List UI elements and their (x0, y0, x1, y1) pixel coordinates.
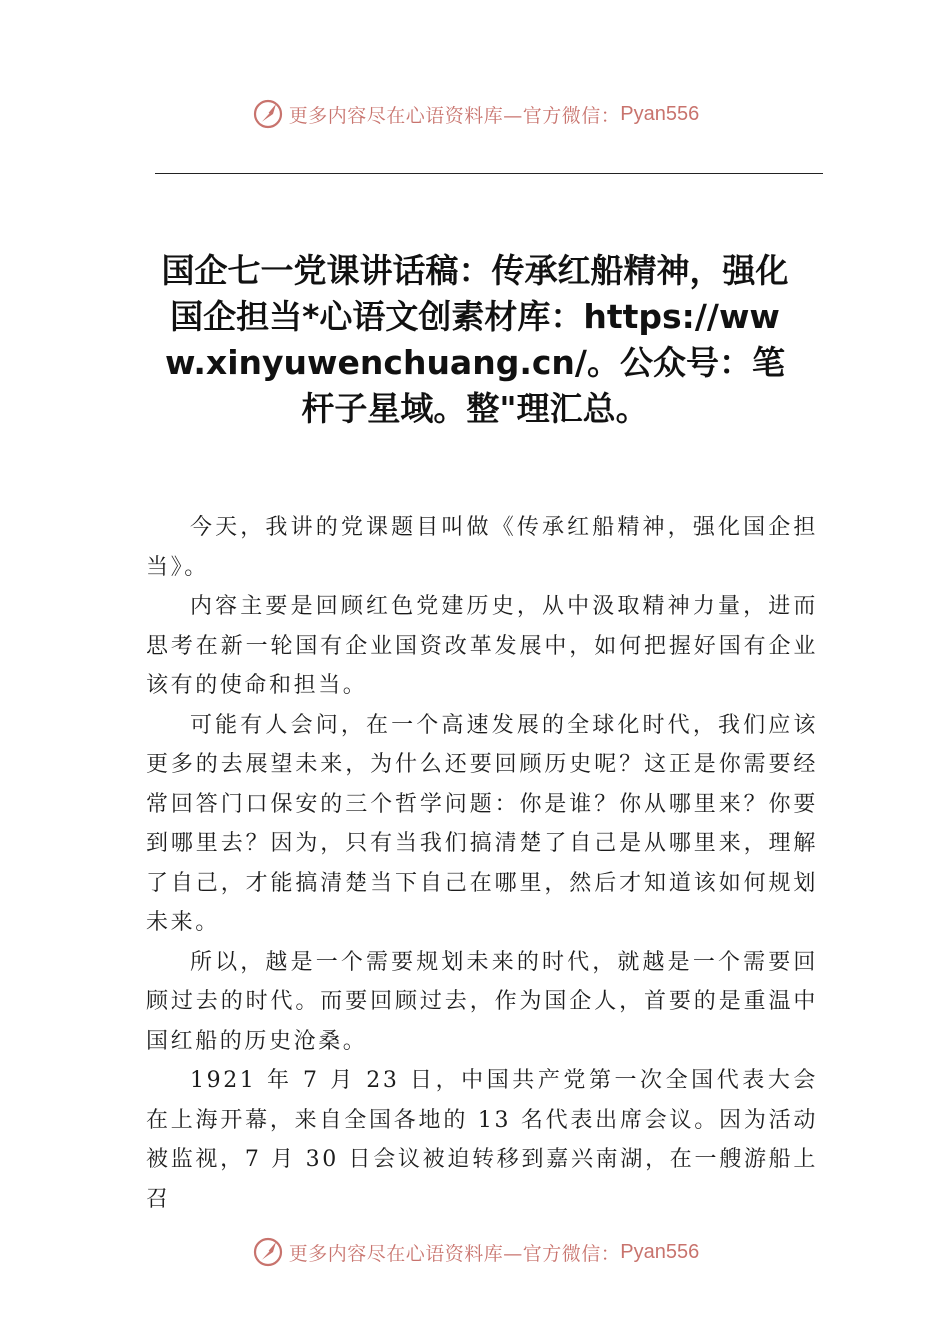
banner-text: 更多内容尽在心语资料库—官方微信： (288, 104, 621, 127)
banner-text: 更多内容尽在心语资料库—官方微信： (288, 1242, 621, 1265)
wechat-handle: Pyan556 (620, 1240, 700, 1263)
document-title: 国企七一党课讲话稿：传承红船精神，强化国企担当*心语文创素材库：https://www.xinyuwenchuang.cn/。公众号：笔杆子星域。整"理汇总。 (161, 251, 789, 428)
wechat-handle: Pyan556 (620, 102, 700, 125)
header-banner (0, 94, 950, 134)
paragraph: 1921 年 7 月 23 日，中国共产党第一次全国代表大会在上海开幕，来自全国各地的 13 名代表出席会议。因为活动被监视，7 月 30 日会议被迫转移到嘉兴南湖，在一艘游船上召 (146, 1068, 818, 1212)
header-divider (155, 173, 823, 174)
footer-banner (0, 1232, 950, 1272)
paragraph: 所以，越是一个需要规划未来的时代，就越是一个需要回顾过去的时代。而要回顾过去，作为国企人，首要的是重温中国红船的历史沧桑。 (146, 949, 818, 1054)
paragraph: 内容主要是回顾红色党建历史，从中汲取精神力量，进而思考在新一轮国有企业国资改革发展中，如何把握好国有企业该有的使命和担当。 (146, 594, 818, 698)
document-body (146, 508, 818, 1219)
quill-logo-icon (251, 97, 285, 131)
quill-logo-icon (251, 1235, 285, 1269)
paragraph: 今天，我讲的党课题目叫做《传承红船精神，强化国企担当》。 (146, 515, 818, 580)
paragraph: 可能有人会问，在一个高速发展的全球化时代，我们应该更多的去展望未来，为什么还要回顾历史呢？这正是你需要经常回答门口保安的三个哲学问题：你是谁？你从哪里来？你要到哪里去？因为，只有当我们搞清楚了自己是从哪里来，理解了自己，才能搞清楚当下自己在哪里，然后才知道该如何规划未来。 (146, 712, 818, 935)
